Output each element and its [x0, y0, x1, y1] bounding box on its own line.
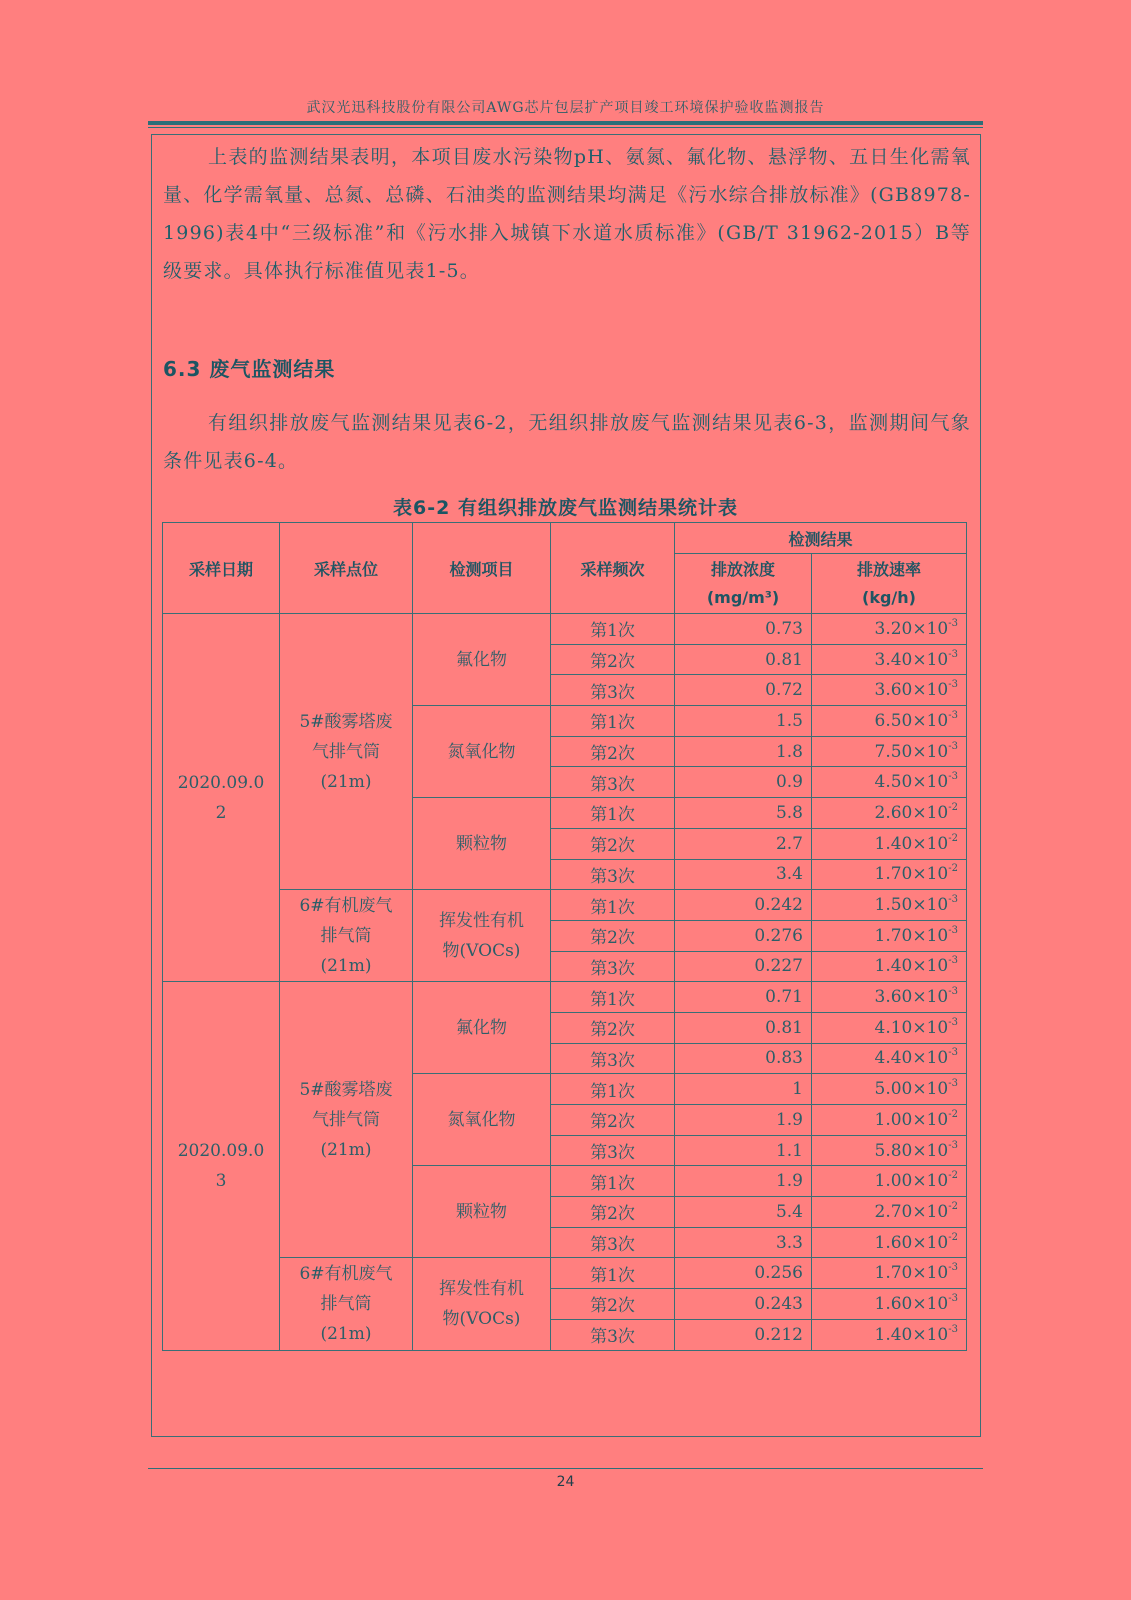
- rate-exponent: -3: [948, 648, 958, 660]
- cell-test-item: 挥发性有机 物(VOCs): [413, 890, 551, 982]
- cell-frequency: 第3次: [551, 1043, 675, 1074]
- cell-concentration: 0.243: [675, 1289, 812, 1320]
- cell-concentration: 0.9: [675, 767, 812, 798]
- cell-frequency: 第3次: [551, 1319, 675, 1350]
- cell-frequency: 第1次: [551, 1074, 675, 1105]
- header-concentration-unit: (mg/m³): [706, 587, 780, 607]
- cell-concentration: 0.72: [675, 675, 812, 706]
- cell-concentration: 3.3: [675, 1227, 812, 1258]
- rate-exponent: -3: [948, 1292, 958, 1304]
- cell-sampling-point: 5#酸雾塔废 气排气筒 (21m): [280, 614, 413, 890]
- cell-emission-rate: $7.50\times 10^{-3}$: [812, 736, 967, 767]
- rate-exponent: -3: [948, 679, 958, 691]
- rate-exponent: -2: [948, 1108, 958, 1120]
- cell-frequency: 第2次: [551, 736, 675, 767]
- cell-emission-rate: $1.60\times 10^{-3}$: [812, 1289, 967, 1320]
- cell-frequency: 第2次: [551, 1105, 675, 1136]
- cell-test-item: 氮氧化物: [413, 1074, 551, 1166]
- cell-emission-rate: $5.80\times 10^{-3}$: [812, 1135, 967, 1166]
- header-emission-rate: 排放速率 (kg/h): [812, 554, 967, 614]
- table-row: [163, 890, 967, 921]
- rate-exponent: -2: [948, 1200, 958, 1212]
- header-sampling-frequency: 采样频次: [551, 523, 675, 614]
- cell-concentration: 1.1: [675, 1135, 812, 1166]
- cell-sampling-point: 6#有机废气 排气筒 (21m): [280, 890, 413, 982]
- cell-test-item: 颗粒物: [413, 1166, 551, 1258]
- rate-exponent: -3: [948, 955, 958, 967]
- cell-emission-rate: $1.70\times 10^{-3}$: [812, 920, 967, 951]
- rate-exponent: -3: [948, 617, 958, 629]
- cell-frequency: 第2次: [551, 920, 675, 951]
- cell-emission-rate: $1.00\times 10^{-2}$: [812, 1105, 967, 1136]
- rate-exponent: -3: [948, 1047, 958, 1059]
- cell-test-item: 氟化物: [413, 614, 551, 706]
- rate-exponent: -2: [948, 1231, 958, 1243]
- cell-emission-rate: $1.50\times 10^{-3}$: [812, 890, 967, 921]
- cell-frequency: 第1次: [551, 1258, 675, 1289]
- cell-concentration: 2.7: [675, 828, 812, 859]
- page-number: 24: [556, 1474, 575, 1490]
- table-row: [163, 1258, 967, 1289]
- cell-sampling-date: 2020.09.0 3: [163, 982, 280, 1350]
- cell-emission-rate: $1.70\times 10^{-3}$: [812, 1258, 967, 1289]
- cell-concentration: 0.81: [675, 1012, 812, 1043]
- table-row: [163, 982, 967, 1013]
- header-concentration: 排放浓度 (mg/m³): [675, 554, 812, 614]
- cell-concentration: 0.81: [675, 644, 812, 675]
- rate-exponent: -2: [948, 801, 958, 813]
- cell-frequency: 第2次: [551, 828, 675, 859]
- cell-emission-rate: $3.40\times 10^{-3}$: [812, 644, 967, 675]
- cell-frequency: 第1次: [551, 982, 675, 1013]
- rate-exponent: -3: [948, 1262, 958, 1274]
- table-row: [163, 614, 967, 645]
- cell-emission-rate: $1.40\times 10^{-3}$: [812, 1319, 967, 1350]
- rate-exponent: -3: [948, 771, 958, 783]
- rate-exponent: -3: [948, 1078, 958, 1090]
- cell-frequency: 第3次: [551, 1227, 675, 1258]
- cell-concentration: 0.73: [675, 614, 812, 645]
- exhaust-results-table: [162, 522, 967, 1351]
- cell-frequency: 第2次: [551, 1289, 675, 1320]
- cell-frequency: 第1次: [551, 706, 675, 737]
- cell-concentration: 1.5: [675, 706, 812, 737]
- cell-frequency: 第1次: [551, 614, 675, 645]
- cell-frequency: 第3次: [551, 767, 675, 798]
- cell-sampling-date: 2020.09.0 2: [163, 614, 280, 982]
- cell-frequency: 第1次: [551, 1166, 675, 1197]
- cell-concentration: 0.242: [675, 890, 812, 921]
- cell-sampling-point: 6#有机废气 排气筒 (21m): [280, 1258, 413, 1350]
- cell-frequency: 第2次: [551, 644, 675, 675]
- rate-exponent: -3: [948, 894, 958, 906]
- cell-sampling-point: 5#酸雾塔废 气排气筒 (21m): [280, 982, 413, 1258]
- cell-emission-rate: $4.10\times 10^{-3}$: [812, 1012, 967, 1043]
- header-sampling-point: 采样点位: [280, 523, 413, 614]
- cell-emission-rate: $3.60\times 10^{-3}$: [812, 982, 967, 1013]
- cell-frequency: 第1次: [551, 798, 675, 829]
- cell-emission-rate: $5.00\times 10^{-3}$: [812, 1074, 967, 1105]
- rate-exponent: -2: [948, 832, 958, 844]
- cell-concentration: 0.276: [675, 920, 812, 951]
- cell-emission-rate: $4.50\times 10^{-3}$: [812, 767, 967, 798]
- cell-concentration: 1.8: [675, 736, 812, 767]
- rate-exponent: -3: [948, 986, 958, 998]
- footer-rule: [148, 1468, 983, 1469]
- cell-emission-rate: $2.60\times 10^{-2}$: [812, 798, 967, 829]
- cell-frequency: 第3次: [551, 1135, 675, 1166]
- table-title: 表6-2 有组织排放废气监测结果统计表: [393, 497, 738, 519]
- cell-emission-rate: $3.20\times 10^{-3}$: [812, 614, 967, 645]
- cell-concentration: 0.71: [675, 982, 812, 1013]
- cell-frequency: 第2次: [551, 1197, 675, 1228]
- cell-concentration: 0.227: [675, 951, 812, 982]
- rate-exponent: -2: [948, 1170, 958, 1182]
- rate-exponent: -3: [948, 740, 958, 752]
- rate-exponent: -2: [948, 863, 958, 875]
- cell-emission-rate: $1.00\times 10^{-2}$: [812, 1166, 967, 1197]
- rate-exponent: -3: [948, 1016, 958, 1028]
- cell-concentration: 0.83: [675, 1043, 812, 1074]
- cell-emission-rate: $1.40\times 10^{-3}$: [812, 951, 967, 982]
- cell-frequency: 第1次: [551, 890, 675, 921]
- cell-emission-rate: $6.50\times 10^{-3}$: [812, 706, 967, 737]
- header-test-results: 检测结果: [675, 523, 967, 554]
- cell-concentration: 1.9: [675, 1166, 812, 1197]
- cell-concentration: 0.256: [675, 1258, 812, 1289]
- rate-exponent: -3: [948, 1139, 958, 1151]
- header-emission-rate-unit: (kg/h): [862, 587, 916, 607]
- cell-frequency: 第3次: [551, 951, 675, 982]
- cell-emission-rate: $1.40\times 10^{-2}$: [812, 828, 967, 859]
- cell-emission-rate: $2.70\times 10^{-2}$: [812, 1197, 967, 1228]
- header-sampling-date: 采样日期: [163, 523, 280, 614]
- rate-exponent: -3: [948, 1323, 958, 1335]
- cell-concentration: 3.4: [675, 859, 812, 890]
- cell-frequency: 第3次: [551, 859, 675, 890]
- cell-test-item: 颗粒物: [413, 798, 551, 890]
- cell-concentration: 0.212: [675, 1319, 812, 1350]
- paragraph-wastewater-conclusion: 上表的监测结果表明，本项目废水污染物pH、氨氮、氟化物、悬浮物、五日生化需氧量、化学需氧量、总氮、总磷、石油类的监测结果均满足《污水综合排放标准》(GB8978-1996)表4中“三级标准”和《污水排入城镇下水道水质标准》(GB/T 31962-2015）B等级要求。具体执行标准值见表1-5。: [163, 146, 971, 282]
- cell-concentration: 5.8: [675, 798, 812, 829]
- header-rule-thick: [148, 121, 983, 125]
- cell-frequency: 第3次: [551, 675, 675, 706]
- rate-exponent: -3: [948, 924, 958, 936]
- cell-emission-rate: $3.60\times 10^{-3}$: [812, 675, 967, 706]
- header-test-item: 检测项目: [413, 523, 551, 614]
- cell-test-item: 氮氧化物: [413, 706, 551, 798]
- cell-concentration: 1.9: [675, 1105, 812, 1136]
- cell-frequency: 第2次: [551, 1012, 675, 1043]
- cell-concentration: 1: [675, 1074, 812, 1105]
- cell-emission-rate: $1.70\times 10^{-2}$: [812, 859, 967, 890]
- cell-emission-rate: $1.60\times 10^{-2}$: [812, 1227, 967, 1258]
- rate-exponent: -3: [948, 709, 958, 721]
- cell-emission-rate: $4.40\times 10^{-3}$: [812, 1043, 967, 1074]
- header-rule-thin: [148, 127, 983, 128]
- page-header: 武汉光迅科技股份有限公司AWG芯片包层扩产项目竣工环境保护验收监测报告: [306, 100, 825, 116]
- section-title: 6.3 废气监测结果: [163, 357, 336, 381]
- cell-test-item: 氟化物: [413, 982, 551, 1074]
- cell-concentration: 5.4: [675, 1197, 812, 1228]
- paragraph-exhaust-intro: 有组织排放废气监测结果见表6-2，无组织排放废气监测结果见表6-3，监测期间气象条件见表6-4。: [163, 412, 971, 472]
- cell-test-item: 挥发性有机 物(VOCs): [413, 1258, 551, 1350]
